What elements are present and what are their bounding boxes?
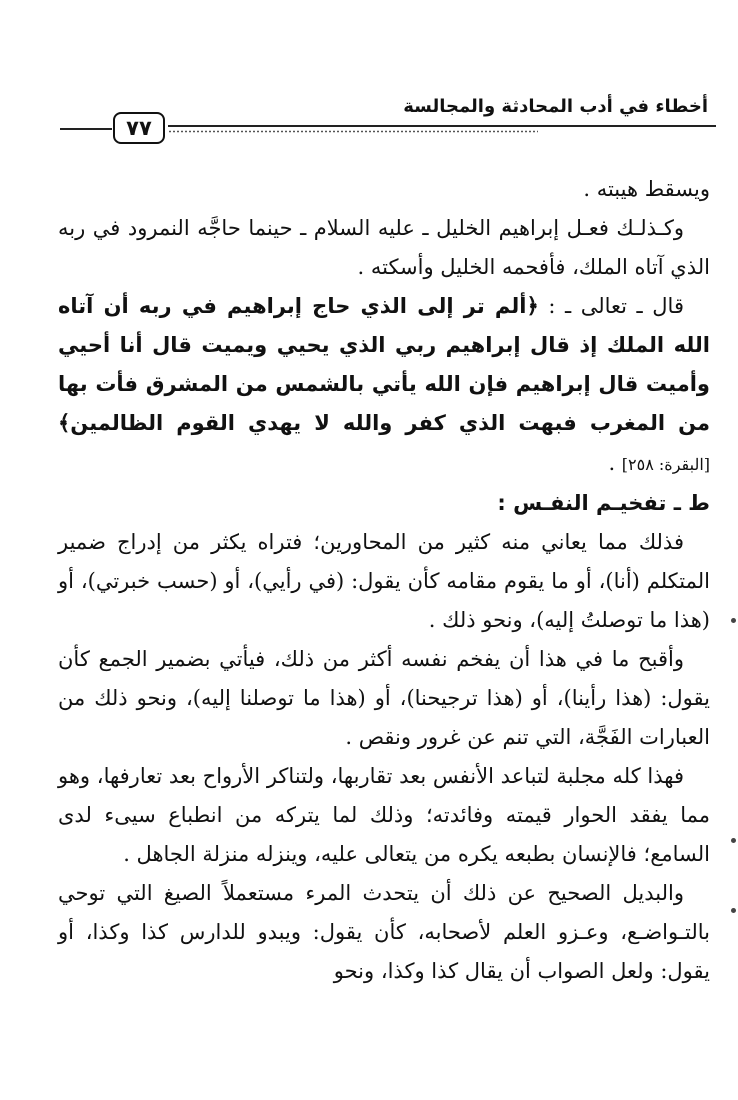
quran-verse: ﴿ألم تر إلى الذي حاج إبراهيم في ربه أن آتاه الله الملك إذ قال إبراهيم ربي الذي يحيي ويميت قال أنا أحيي وأميت قال إبراهيم فإن الله يأتي بالشمس من المشرق فأت بها من المغرب فبهت الذي كفر والله لا يهدي القوم الظالمين﴾ <box>58 294 710 435</box>
header-dotted-rule <box>168 130 538 133</box>
section-heading: ط ـ تفخيـم النفـس : <box>497 491 710 515</box>
margin-dot <box>731 838 736 843</box>
header-rule <box>168 125 716 127</box>
running-title: أخطاء في أدب المحادثة والمجالسة <box>403 96 708 117</box>
margin-dot <box>731 618 736 623</box>
header-rule-left <box>60 128 112 130</box>
paragraph-7: والبديل الصحيح عن ذلك أن يتحدث المرء مستعملاً الصيغ التي توحي بالتـواضـع، وعـزو العلم لأصحابه، كأن يقول: ويبدو للدارس كذا وكذا، أو يقول: ولعل الصواب أن يقال كذا وكذا، ونحو <box>58 881 710 983</box>
verse-reference: [البقرة: ٢٥٨] <box>621 455 710 474</box>
page-header <box>0 0 738 160</box>
paragraph-5: وأقبح ما في هذا أن يفخم نفسه أكثر من ذلك، فيأتي بضمير الجمع كأن يقول: (هذا رأينا)، أو (هذا ترجيحنا)، أو (هذا ما توصلنا إليه)، ونحو ذلك من العبارات الفَجَّة، التي تنم عن غرور ونقص . <box>58 647 710 749</box>
paragraph-1: ويسقط هيبته . <box>583 177 710 201</box>
margin-dot <box>731 908 736 913</box>
paragraph-2: وكـذلـك فعـل إبراهيم الخليل ـ عليه السلام ـ حينما حاجَّه النمرود في ربه الذي آتاه الملك، فأفحمه الخليل وأسكته . <box>58 216 710 279</box>
paragraph-3 <box>58 287 710 484</box>
page-number: ٧٧ <box>113 112 165 144</box>
page-body <box>58 170 710 991</box>
paragraph-end: . <box>608 451 622 475</box>
paragraph-6: فهذا كله مجلبة لتباعد الأنفس بعد تقاربها، ولتناكر الأرواح بعد تعارفها، وهو مما يفقد الحوار قيمته وفائدته؛ وذلك لما يتركه من انطباع سيىء لدى السامع؛ فالإنسان بطبعه يكره من يتعالى عليه، وينزله منزلة الجاهل . <box>58 764 710 866</box>
paragraph-4: فذلك مما يعاني منه كثير من المحاورين؛ فتراه يكثر من إدراج ضمير المتكلم (أنا)، أو ما يقوم مقامه كأن يقول: (في رأيي)، أو (حسب خبرتي)، أو (هذا ما توصلتُ إليه)، ونحو ذلك . <box>58 530 710 632</box>
quran-intro: قال ـ تعالى ـ : <box>538 294 684 318</box>
